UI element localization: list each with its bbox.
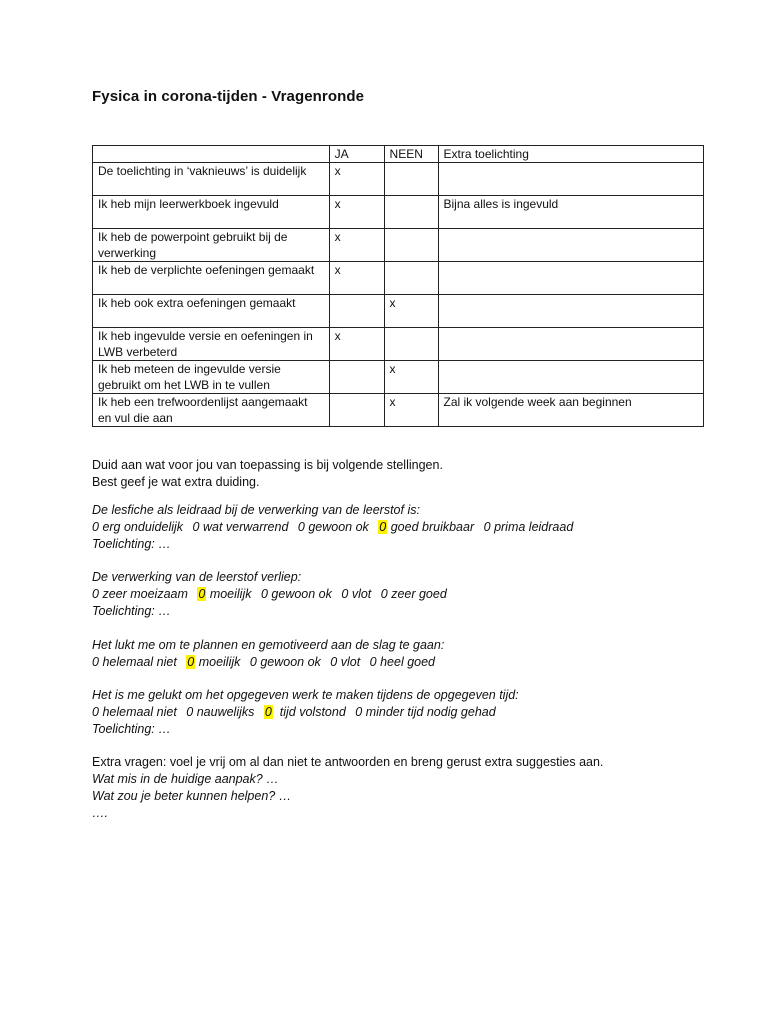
options-row — [92, 519, 579, 536]
extra-question-1: Wat mis in de huidige aanpak? … — [92, 772, 279, 786]
option[interactable]: 0 zeer goed — [380, 587, 447, 601]
survey-table — [92, 145, 704, 427]
option-marker-highlighted: 0 — [198, 587, 206, 601]
options-row — [92, 704, 519, 721]
option-marker: 0 — [341, 587, 349, 601]
question-note: Toelichting: … — [92, 722, 171, 736]
option-marker: 0 — [92, 655, 99, 669]
row-extra: Zal ik volgende week aan beginnen — [438, 394, 704, 427]
table-row — [93, 196, 704, 229]
row-ja — [329, 394, 384, 427]
row-ja: x — [329, 196, 384, 229]
option[interactable]: 0 helemaal niet — [92, 655, 177, 669]
question-text: De lesfiche als leidraad bij de verwerking van de leerstof is: — [92, 503, 420, 517]
table-header-row — [93, 146, 704, 163]
option-marker: 0 — [483, 520, 491, 534]
row-neen: x — [384, 394, 438, 427]
table-row — [93, 295, 704, 328]
row-extra — [438, 295, 704, 328]
option[interactable]: 0 vlot — [330, 655, 361, 669]
option[interactable]: 0 gewoon ok — [249, 655, 321, 669]
row-neen: x — [384, 361, 438, 394]
question-1 — [92, 502, 579, 553]
row-statement: Ik heb de powerpoint gebruikt bij de verwerking — [93, 229, 330, 262]
option-marker-highlighted: 0 — [264, 705, 272, 719]
row-neen — [384, 163, 438, 196]
option[interactable]: 0 helemaal niet — [92, 705, 177, 719]
table-header-statement — [93, 146, 330, 163]
question-text: Het is me gelukt om het opgegeven werk te maken tijdens de opgegeven tijd: — [92, 688, 519, 702]
row-statement: Ik heb ingevulde versie en oefeningen in LWB verbeterd — [93, 328, 330, 361]
option-marker: 0 — [369, 655, 377, 669]
option-selected[interactable]: 0 goed bruikbaar — [379, 520, 475, 534]
row-statement: Ik heb ook extra oefeningen gemaakt — [93, 295, 330, 328]
extra-dots: …. — [92, 806, 108, 820]
row-extra — [438, 262, 704, 295]
option[interactable]: 0 prima leidraad — [483, 520, 574, 534]
option[interactable]: 0 vlot — [341, 587, 372, 601]
table-row — [93, 262, 704, 295]
row-extra — [438, 229, 704, 262]
row-extra — [438, 163, 704, 196]
row-statement: Ik heb een trefwoordenlijst aangemaakt en vul die aan — [93, 394, 330, 427]
row-neen — [384, 229, 438, 262]
option-marker: 0 — [92, 587, 99, 601]
option-marker: 0 — [92, 520, 99, 534]
table-header-extra: Extra toelichting — [438, 146, 704, 163]
table-header-neen: NEEN — [384, 146, 438, 163]
option-marker-highlighted: 0 — [379, 520, 387, 534]
options-row — [92, 586, 453, 603]
table-row — [93, 361, 704, 394]
table-row — [93, 229, 704, 262]
option-selected[interactable]: 0 moeilijk — [187, 655, 241, 669]
option[interactable]: 0 wat verwarrend — [192, 520, 289, 534]
question-text: De verwerking van de leerstof verliep: — [92, 570, 302, 584]
row-statement: Ik heb meteen de ingevulde versie gebruikt om het LWB in te vullen — [93, 361, 330, 394]
option-selected[interactable]: 0 moeilijk — [198, 587, 252, 601]
option-marker: 0 — [249, 655, 257, 669]
question-note: Toelichting: … — [92, 604, 171, 618]
option-marker: 0 — [297, 520, 305, 534]
option[interactable]: 0 gewoon ok — [297, 520, 369, 534]
row-extra — [438, 361, 704, 394]
row-extra — [438, 328, 704, 361]
row-ja: x — [329, 262, 384, 295]
option[interactable]: 0 nauwelijks — [186, 705, 255, 719]
row-ja: x — [329, 328, 384, 361]
table-row — [93, 328, 704, 361]
option[interactable]: 0 zeer moeizaam — [92, 587, 188, 601]
table-row — [93, 394, 704, 427]
option-marker: 0 — [192, 520, 200, 534]
option-selected[interactable]: 0 tijd volstond — [264, 705, 346, 719]
row-statement: De toelichting in ‘vaknieuws’ is duidelijk — [93, 163, 330, 196]
option-marker: 0 — [330, 655, 338, 669]
table-row — [93, 163, 704, 196]
intro-line-1: Duid aan wat voor jou van toepassing is bij volgende stellingen. — [92, 458, 443, 472]
row-neen — [384, 262, 438, 295]
row-ja — [329, 295, 384, 328]
option-marker: 0 — [380, 587, 388, 601]
row-neen — [384, 196, 438, 229]
row-statement: Ik heb mijn leerwerkboek ingevuld — [93, 196, 330, 229]
option[interactable]: 0 erg onduidelijk — [92, 520, 184, 534]
question-4 — [92, 687, 519, 738]
option-marker: 0 — [260, 587, 268, 601]
option[interactable]: 0 minder tijd nodig gehad — [355, 705, 496, 719]
page-title: Fysica in corona-tijden - Vragenronde — [92, 88, 365, 105]
question-note: Toelichting: … — [92, 537, 171, 551]
question-2 — [92, 569, 453, 620]
row-ja: x — [329, 229, 384, 262]
options-row — [92, 654, 444, 671]
option[interactable]: 0 heel goed — [369, 655, 436, 669]
row-extra: Bijna alles is ingevuld — [438, 196, 704, 229]
extra-question-2: Wat zou je beter kunnen helpen? … — [92, 789, 292, 803]
intro-text — [92, 457, 443, 491]
table-header-ja: JA — [329, 146, 384, 163]
extra-intro: Extra vragen: voel je vrij om al dan niet te antwoorden en breng gerust extra suggesties aan. — [92, 755, 604, 769]
option[interactable]: 0 gewoon ok — [260, 587, 332, 601]
option-marker-highlighted: 0 — [187, 655, 195, 669]
intro-line-2: Best geef je wat extra duiding. — [92, 475, 260, 489]
row-statement: Ik heb de verplichte oefeningen gemaakt — [93, 262, 330, 295]
row-neen — [384, 328, 438, 361]
option-marker: 0 — [92, 705, 99, 719]
option-marker: 0 — [355, 705, 363, 719]
question-text: Het lukt me om te plannen en gemotiveerd aan de slag te gaan: — [92, 638, 445, 652]
extra-questions — [92, 754, 603, 822]
row-neen: x — [384, 295, 438, 328]
question-3 — [92, 637, 444, 671]
option-marker: 0 — [186, 705, 194, 719]
row-ja — [329, 361, 384, 394]
row-ja: x — [329, 163, 384, 196]
